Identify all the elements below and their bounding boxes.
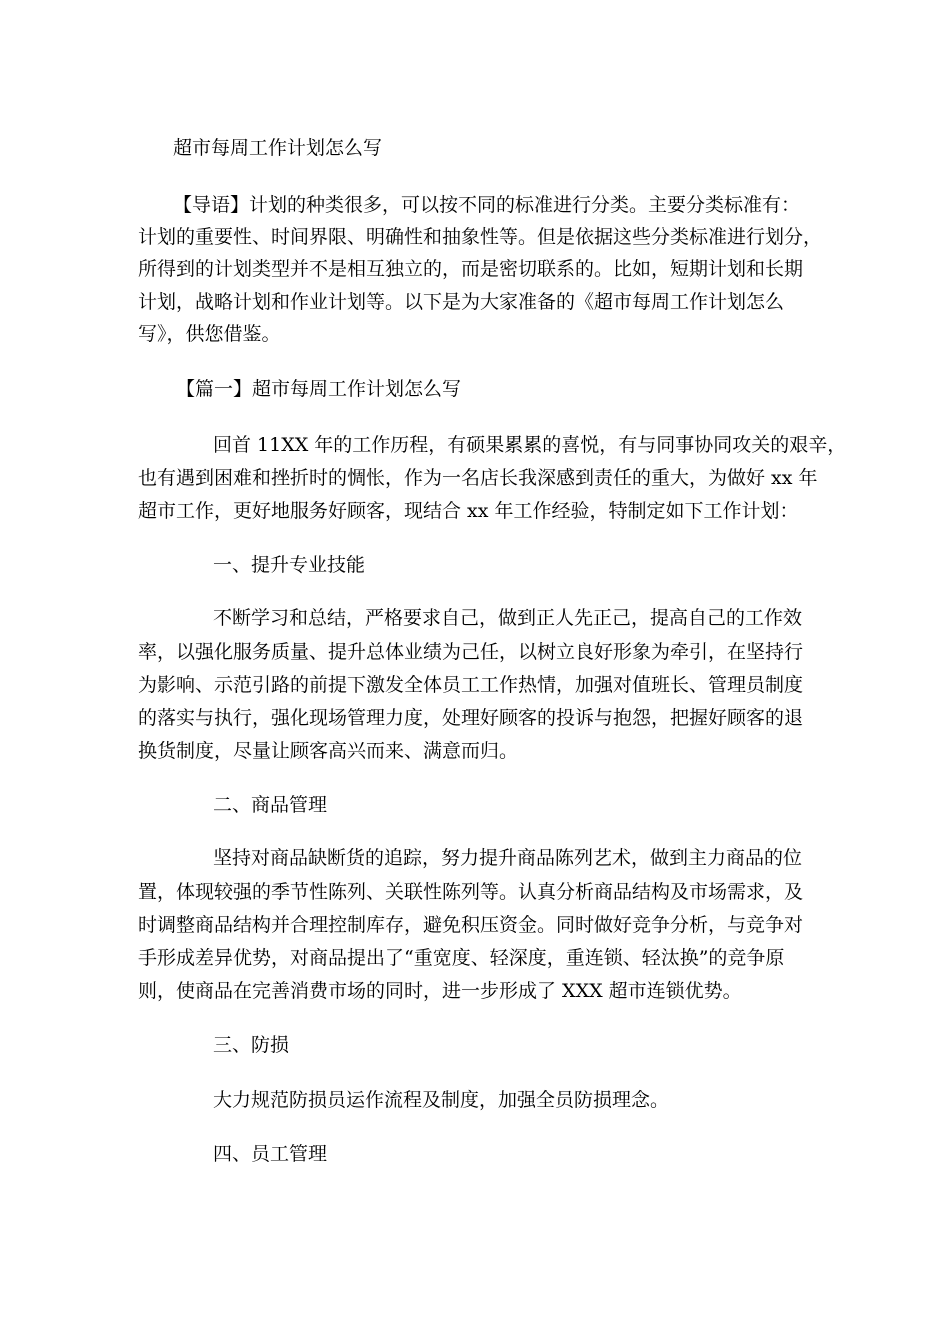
para1-line-1: 回首 11XX 年的工作历程，有硕果累累的喜悦，有与同事协同攻关的艰辛，	[213, 434, 847, 456]
para3-line-1: 坚持对商品缺断货的追踪，努力提升商品陈列艺术，做到主力商品的位	[213, 847, 803, 869]
para4-line-1: 大力规范防损员运作流程及制度，加强全员防损理念。	[213, 1089, 670, 1111]
para2-line-2: 率，以强化服务质量、提升总体业绩为己任，以树立良好形象为牵引，在坚持行	[138, 641, 804, 663]
para3-line-2: 置，体现较强的季节性陈列、关联性陈列等。认真分析商品结构及市场需求，及	[138, 881, 804, 903]
heading-4: 四、员工管理	[213, 1143, 328, 1165]
para1-line-3: 超市工作，更好地服务好顾客，现结合 xx 年工作经验，特制定如下工作计划：	[138, 500, 799, 522]
para3-line-5: 则，使商品在完善消费市场的同时，进一步形成了 XXX 超市连锁优势。	[138, 980, 742, 1002]
para2-line-5: 换货制度，尽量让顾客高兴而来、满意而归。	[138, 740, 519, 762]
document-title: 超市每周工作计划怎么写	[173, 137, 383, 159]
intro-line-5: 写》，供您借鉴。	[138, 323, 281, 345]
para3-line-3: 时调整商品结构并合理控制库存，避免积压资金。同时做好竞争分析，与竞争对	[138, 914, 804, 936]
para1-line-2: 也有遇到困难和挫折时的惆怅，作为一名店长我深感到责任的重大，为做好 xx 年	[138, 467, 818, 489]
intro-line-3: 所得到的计划类型并不是相互独立的，而是密切联系的。比如，短期计划和长期	[138, 258, 804, 280]
heading-2: 二、商品管理	[213, 794, 328, 816]
heading-3: 三、防损	[213, 1034, 290, 1056]
heading-1: 一、提升专业技能	[213, 554, 366, 576]
para2-line-1: 不断学习和总结，严格要求自己，做到正人先正己，提高自己的工作效	[213, 607, 803, 629]
intro-line-1: 【导语】计划的种类很多，可以按不同的标准进行分类。主要分类标准有：	[173, 194, 801, 216]
section-title: 【篇一】超市每周工作计划怎么写	[176, 378, 462, 400]
para2-line-4: 的落实与执行，强化现场管理力度，处理好顾客的投诉与抱怨，把握好顾客的退	[138, 707, 804, 729]
intro-line-2: 计划的重要性、时间界限、明确性和抽象性等。但是依据这些分类标准进行划分，	[138, 226, 823, 248]
para3-line-4: 手形成差异优势，对商品提出了“重宽度、轻深度，重连锁、轻汰换”的竞争原	[138, 947, 785, 969]
para2-line-3: 为影响、示范引路的前提下激发全体员工工作热情，加强对值班长、管理员制度	[138, 674, 804, 696]
intro-line-4: 计划，战略计划和作业计划等。以下是为大家准备的《超市每周工作计划怎么	[138, 291, 785, 313]
